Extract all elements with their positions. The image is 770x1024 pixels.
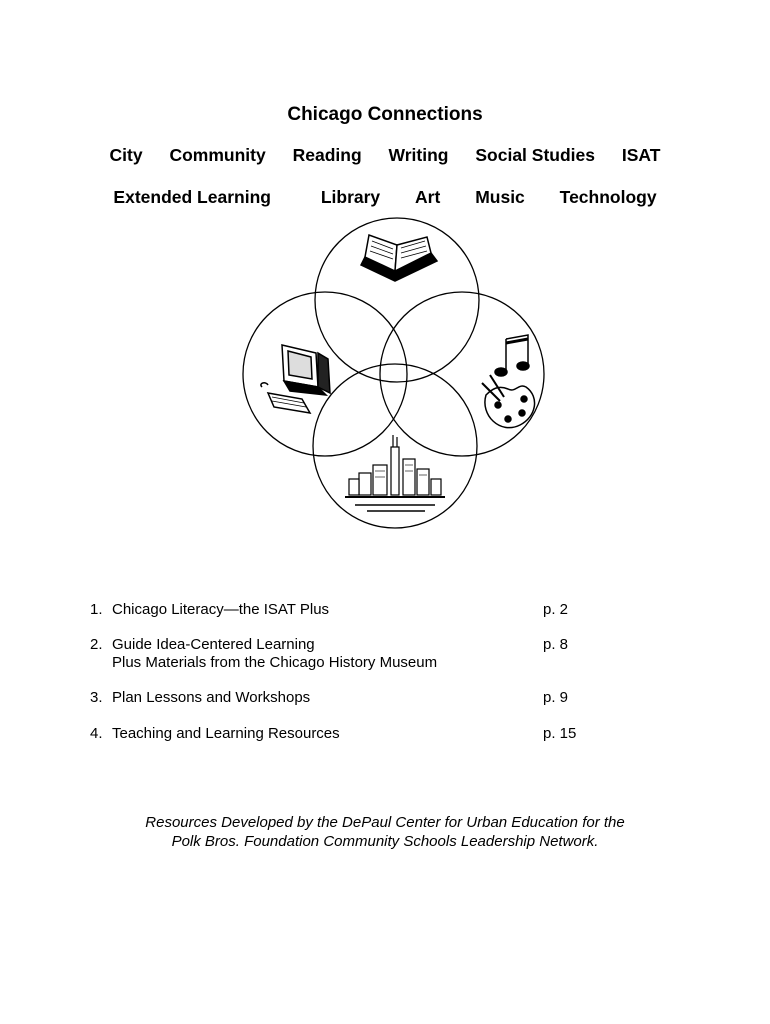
toc-number: 4.: [90, 725, 103, 742]
topic-library: Library: [320, 187, 381, 207]
toc-page-4: p. 15: [543, 725, 577, 742]
toc-page-2: p. 8: [543, 636, 569, 653]
topic-music: Music: [475, 187, 525, 207]
chicago-skyline-icon: [345, 435, 445, 511]
topic-isat: ISAT: [621, 145, 661, 165]
toc-title: Guide Idea-Centered Learning: [112, 636, 315, 653]
venn-diagram: [230, 210, 560, 540]
topics-row-1: [0, 145, 770, 166]
music-art-palette-icon: [482, 335, 535, 428]
toc-page-1: p. 2: [543, 601, 569, 618]
toc-item-1: [90, 601, 329, 619]
credit-line-2: Polk Bros. Foundation Community Schools Leadership Network.: [171, 833, 599, 850]
topic-writing: Writing: [388, 145, 449, 165]
toc-number: 3.: [90, 689, 103, 706]
topic-technology: Technology: [559, 187, 657, 207]
credit-note: [0, 813, 770, 851]
toc-page-3: p. 9: [543, 689, 569, 706]
topic-art: Art: [415, 187, 441, 207]
open-book-icon: [361, 235, 437, 281]
venn-circle-top: [315, 218, 479, 382]
toc-item-2: [90, 636, 437, 672]
toc-subtitle: Plus Materials from the Chicago History Museum: [112, 654, 438, 671]
credit-line-1: Resources Developed by the DePaul Center for Urban Education for the: [145, 814, 625, 831]
topics-row-2: [0, 187, 770, 208]
topic-reading: Reading: [292, 145, 362, 165]
page-title: Chicago Connections: [287, 104, 483, 125]
toc-item-3: [90, 689, 310, 707]
toc-number: 2.: [90, 636, 103, 653]
toc-title: Plan Lessons and Workshops: [112, 689, 311, 706]
toc-item-4: [90, 725, 340, 743]
toc-title: Chicago Literacy—the ISAT Plus: [112, 601, 330, 618]
topic-community: Community: [169, 145, 266, 165]
topic-extended-learning: Extended Learning: [113, 187, 271, 207]
toc-title: Teaching and Learning Resources: [112, 725, 340, 742]
venn-circle-right: [380, 292, 544, 456]
topic-social-studies: Social Studies: [475, 145, 595, 165]
toc-number: 1.: [90, 601, 103, 618]
topic-city: City: [109, 145, 143, 165]
venn-circle-bottom: [313, 364, 477, 528]
computer-icon: [261, 345, 330, 413]
